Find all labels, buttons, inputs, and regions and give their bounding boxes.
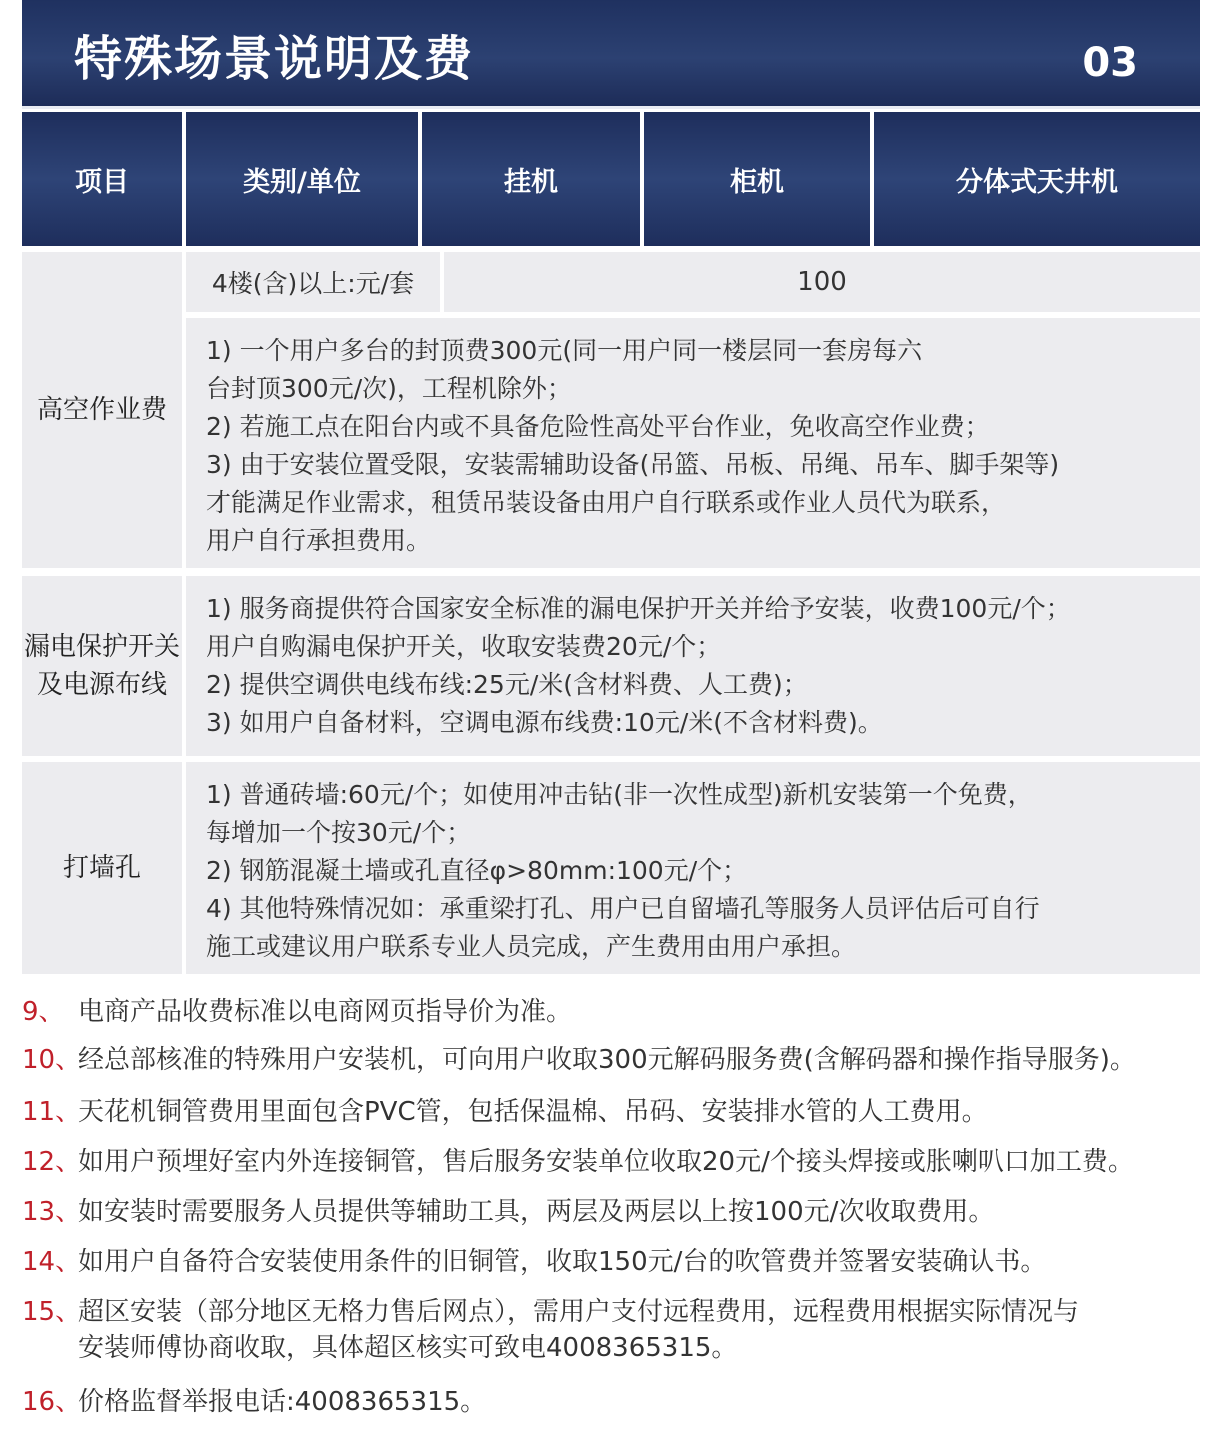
column-header-category: 类别/单位: [186, 112, 418, 246]
column-header-ceiling-unit: 分体式天井机: [874, 112, 1200, 246]
row-label-text: 高空作业费: [36, 395, 167, 425]
column-header-item: 项目: [22, 112, 182, 246]
list-item: [22, 1144, 1134, 1180]
column-header-wall-unit: 挂机: [422, 112, 640, 246]
list-item: [22, 1244, 1046, 1280]
list-item: [22, 994, 572, 1030]
row-label-text: 打墙孔: [62, 853, 141, 883]
description-line: 用户自购漏电保护开关，收取安装费20元/个；: [206, 632, 722, 661]
note-text-continuation: 安装师傅协商收取，具体超区核实可致电4008365315。: [78, 1333, 738, 1363]
description-line: 每增加一个按30元/个；: [206, 818, 472, 847]
note-text: 价格监督举报电话:4008365315。: [78, 1387, 487, 1417]
high-altitude-price: 100: [444, 252, 1200, 312]
note-text: 如安装时需要服务人员提供等辅助工具，两层及两层以上按100元/次收取费用。: [78, 1197, 995, 1227]
description-line: 才能满足作业需求，租赁吊装设备由用户自行联系或作业人员代为联系，: [206, 488, 1007, 517]
page-number: 03: [1082, 40, 1138, 86]
description-line: 3) 如用户自备材料，空调电源布线费:10元/米(不含材料费)。: [206, 708, 883, 737]
note-number: 11、: [22, 1097, 82, 1127]
list-item: [22, 1294, 1079, 1366]
page-title: 特殊场景说明及费: [74, 31, 475, 87]
list-item: [22, 1094, 988, 1130]
description-line: 2) 若施工点在阳台内或不具备危险性高处平台作业，免收高空作业费；: [206, 412, 990, 441]
note-number: 10、: [22, 1045, 82, 1075]
description-line: 台封顶300元/次)，工程机除外；: [206, 374, 572, 403]
note-number: 14、: [22, 1247, 82, 1277]
column-header-cabinet-unit: 柜机: [644, 112, 870, 246]
list-item: [22, 1194, 994, 1230]
note-text: 电商产品收费标准以电商网页指导价为准。: [78, 997, 573, 1027]
row-label-drilling: [22, 762, 182, 974]
note-text: 如用户预埋好室内外连接铜管，售后服务安装单位收取20元/个接头焊接或胀喇叭口加工费。: [78, 1147, 1134, 1177]
note-text: 经总部核准的特殊用户安装机，可向用户收取300元解码服务费(含解码器和操作指导服务)。: [78, 1045, 1136, 1075]
drilling-description: [186, 762, 1200, 974]
description-line: 用户自行承担费用。: [206, 526, 432, 555]
description-line: 施工或建议用户联系专业人员完成，产生费用由用户承担。: [206, 932, 857, 961]
description-line: 1) 一个用户多台的封顶费300元(同一用户同一楼层同一套房每六: [206, 336, 923, 365]
description-line: 4) 其他特殊情况如：承重梁打孔、用户已自留墙孔等服务人员评估后可自行: [206, 894, 1040, 923]
note-text: 超区安装（部分地区无格力售后网点），需用户支付远程费用，远程费用根据实际情况与: [78, 1297, 1080, 1327]
list-item: [22, 1042, 1136, 1078]
row-label-text: 漏电保护开关: [23, 632, 180, 662]
high-altitude-category: 4楼(含)以上:元/套: [186, 252, 440, 312]
leakage-description: [186, 576, 1200, 756]
note-text: 天花机铜管费用里面包含PVC管，包括保温棉、吊码、安装排水管的人工费用。: [78, 1097, 988, 1127]
row-label-high-altitude: [22, 252, 182, 568]
note-number: 16、: [22, 1387, 82, 1417]
note-number: 12、: [22, 1147, 82, 1177]
description-line: 3) 由于安装位置受限，安装需辅助设备(吊篮、吊板、吊绳、吊车、脚手架等): [206, 450, 1060, 479]
description-line: 1) 普通砖墙:60元/个；如使用冲击钻(非一次性成型)新机安装第一个免费，: [206, 780, 1033, 809]
note-number: 13、: [22, 1197, 82, 1227]
note-text: 如用户自备符合安装使用条件的旧铜管，收取150元/台的吹管费并签署安装确认书。: [78, 1247, 1047, 1277]
description-line: 1) 服务商提供符合国家安全标准的漏电保护开关并给予安装，收费100元/个；: [206, 594, 1071, 623]
description-line: 2) 钢筋混凝土墙或孔直径φ>80mm:100元/个；: [206, 856, 748, 885]
row-label-leakage: [22, 576, 182, 756]
header-banner: [22, 0, 1200, 109]
high-altitude-description: [186, 318, 1200, 568]
row-label-text: 及电源布线: [36, 670, 167, 700]
list-item: [22, 1384, 486, 1420]
description-line: 2) 提供空调供电线布线:25元/米(含材料费、人工费)；: [206, 670, 808, 699]
note-number: 15、: [22, 1297, 82, 1327]
note-number: 9、: [22, 997, 65, 1027]
